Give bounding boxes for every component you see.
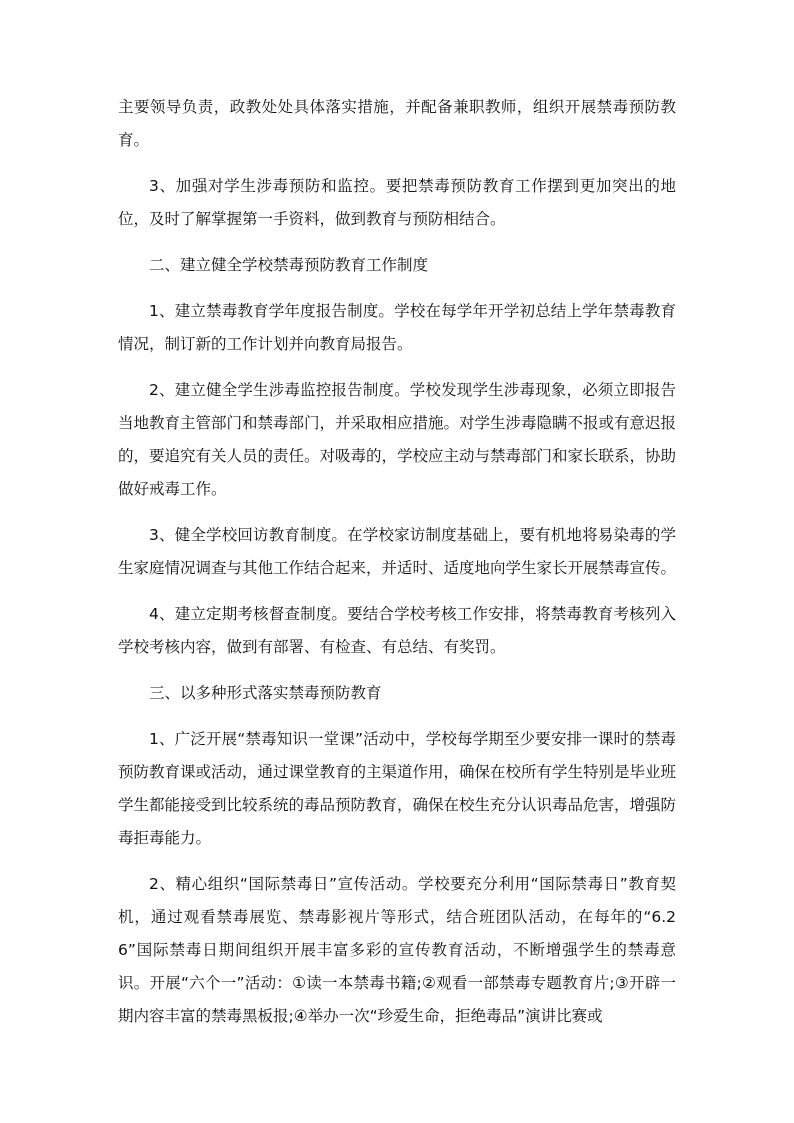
- paragraph: 1、广泛开展“禁毒知识一堂课”活动中，学校每学期至少要安排一课时的禁毒预防教育课或活动，通过课堂教育的主渠道作用，确保在校所有学生特别是毕业班学生都能接受到比较系统的毒品预防教育，确保在校生充分认识毒品危害，增强防毒拒毒能力。: [118, 730, 677, 847]
- paragraph: 3、加强对学生涉毒预防和监控。要把禁毒预防教育工作摆到更加突出的地位，及时了解掌握第一手资料，做到教育与预防相结合。: [118, 177, 676, 228]
- paragraph: 2、建立健全学生涉毒监控报告制度。学校发现学生涉毒现象，必须立即报告当地教育主管部门和禁毒部门，并采取相应措施。对学生涉毒隐瞒不报或有意迟报的，要追究有关人员的责任。对吸毒的，学校应主动与禁毒部门和家长联系，协助做好戒毒工作。: [118, 381, 677, 498]
- paragraph-continued: 主要领导负责，政教处处具体落实措施，并配备兼职教师，组织开展禁毒预防教育。: [118, 98, 676, 149]
- paragraph: 3、健全学校回访教育制度。在学校家访制度基础上，要有机地将易染毒的学生家庭情况调查与其他工作结合起来，并适时、适度地向学生家长开展禁毒宣传。: [118, 526, 677, 577]
- paragraph: 2、精心组织“国际禁毒日”宣传活动。学校要充分利用“国际禁毒日”教育契机，通过观看禁毒展览、禁毒影视片等形式，结合班团队活动，在每年的“6.26”国际禁毒日期间组织开展丰富多彩的宣传教育活动，不断增强学生的禁毒意识。开展“六个一”活动：①读一本禁毒书籍;②观看一部禁毒专题教育片;③开辟一期内容丰富的禁毒黑板报;④举办一次“珍爱生命，拒绝毒品”演讲比赛或: [118, 875, 676, 1025]
- section-heading: 二、建立健全学校禁毒预防教育工作制度: [149, 256, 429, 274]
- section-heading: 三、以多种形式落实禁毒预防教育: [149, 684, 382, 702]
- paragraph: 4、建立定期考核督查制度。要结合学校考核工作安排，将禁毒教育考核列入学校考核内容，做到有部署、有检查、有总结、有奖罚。: [118, 605, 676, 656]
- paragraph: 1、建立禁毒教育学年度报告制度。学校在每学年开学初总结上学年禁毒教育情况，制订新的工作计划并向教育局报告。: [118, 302, 676, 353]
